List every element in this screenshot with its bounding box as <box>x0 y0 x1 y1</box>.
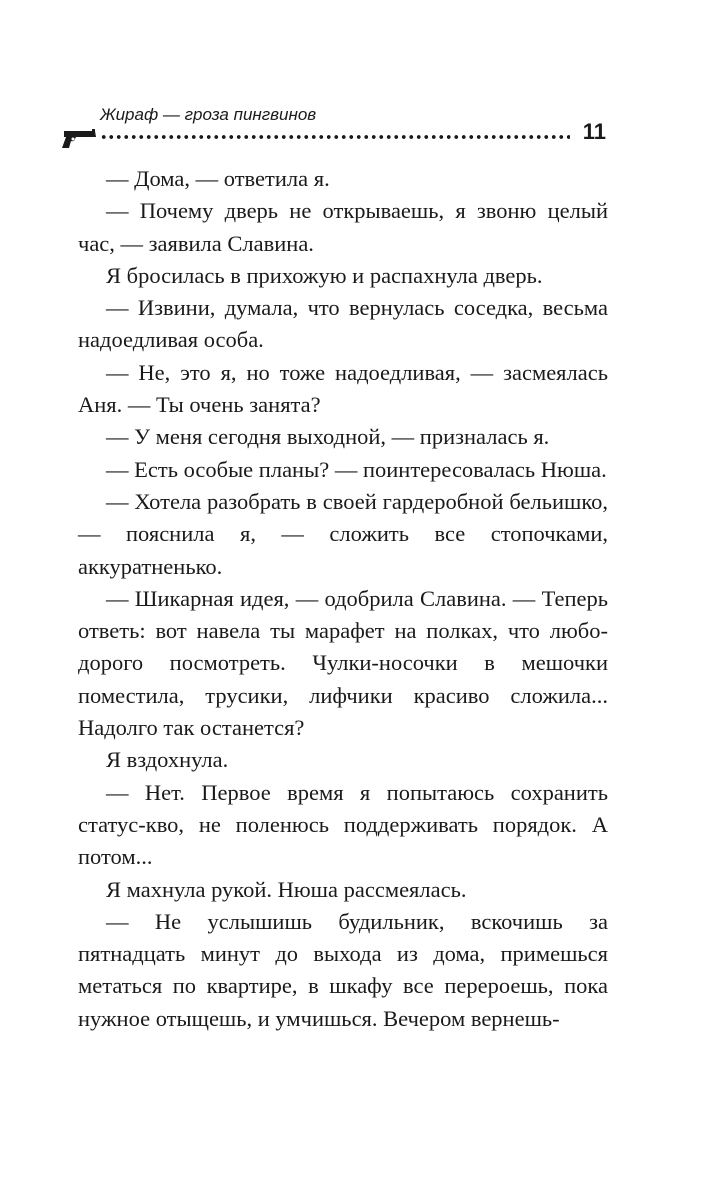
paragraph: — Дома, — ответила я. <box>106 166 330 191</box>
paragraph: — Извини, думала, что вернулась соседка, весьма надоедливая особа. <box>78 295 608 353</box>
page-header <box>62 104 612 154</box>
page-number: 11 <box>582 119 606 144</box>
paragraph: — Есть особые планы? — поинтересовалась Нюша. <box>106 456 607 482</box>
paragraph: Я бросилась в прихожую и распахнула дверь. <box>106 262 543 288</box>
body-text <box>78 163 608 1035</box>
paragraph: — Не, это я, но тоже надоедливая, — засмеялась Аня. — Ты очень занята? <box>78 359 608 418</box>
paragraph: — У меня сегодня выходной, — призналась я. <box>106 424 550 450</box>
paragraph: — Нет. Первое время я попытаюсь сохранить статус-кво, не поленюсь поддерживать порядок. А потом... <box>78 779 608 870</box>
paragraph: — Не услышишь будильник, вскочишь за пятнадцать минут до выхода из дома, примешься метаться по квартире, в шкафу все перероешь, пока нужное отыщешь, и умчишься. Вечером вернешь- <box>78 908 608 1031</box>
paragraph: — Почему дверь не открываешь, я звоню целый час, — заявила Славина. <box>78 198 608 256</box>
paragraph: Я вздохнула. <box>106 747 229 773</box>
paragraph: — Хотела разобрать в своей гардеробной бельишко, — пояснила я, — сложить все стопочками, аккуратненько. <box>78 488 608 579</box>
pistol-icon <box>62 128 98 150</box>
running-title: Жираф — гроза пингвинов <box>100 105 317 124</box>
leader-dots <box>100 134 570 140</box>
paragraph: Я махнула рукой. Нюша рассмеялась. <box>106 876 467 902</box>
paragraph: — Шикарная идея, — одобрила Славина. — Теперь ответь: вот навела ты марафет на полках, что любо-дорого посмотреть. Чулки-носочки в мешочки поместила, трусики, лифчики красиво сложила... Надолго так останется? <box>78 585 608 741</box>
